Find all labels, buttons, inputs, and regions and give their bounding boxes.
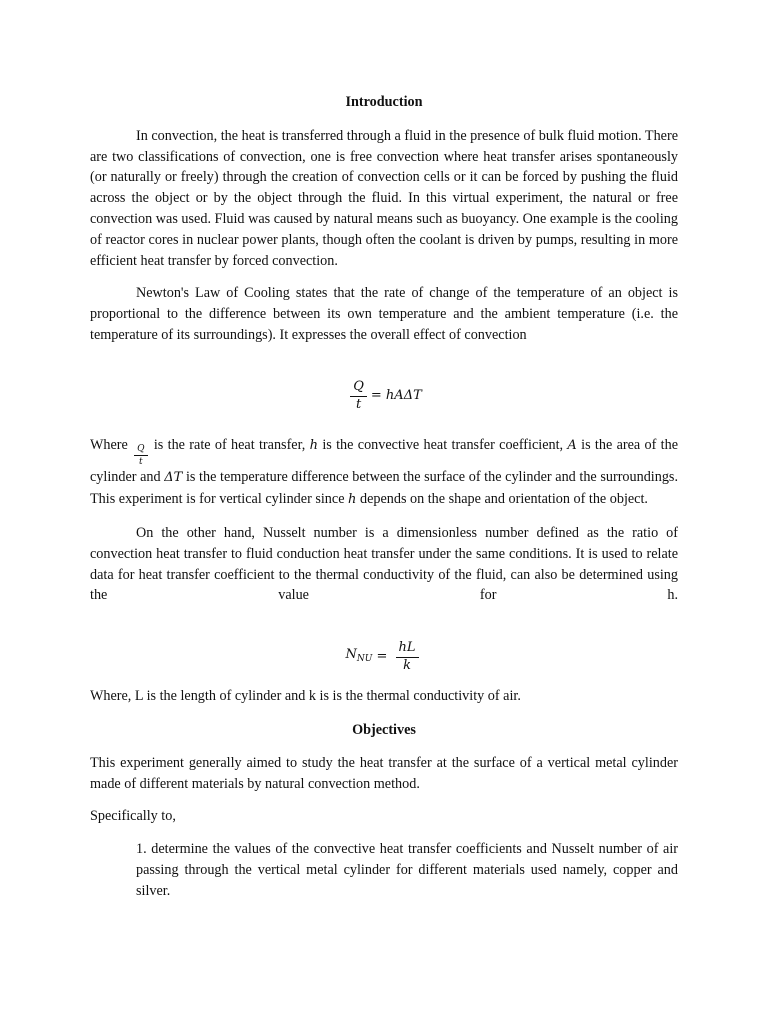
- document-page: [90, 92, 678, 914]
- nusselt-lhs-subscript: NU: [356, 653, 373, 664]
- inline-fraction-numerator: Q: [134, 444, 147, 456]
- nusselt-equals: =: [372, 648, 392, 664]
- nusselt-lhs-base: N: [345, 646, 357, 662]
- equation-denominator: t: [355, 397, 362, 413]
- equation-fraction: [350, 380, 367, 413]
- objectives-heading: Objectives: [352, 722, 416, 739]
- objectives-paragraph-specific: Specifically to,: [90, 808, 176, 825]
- nusselt-fraction: [396, 641, 419, 674]
- where-text-2: is the convective heat transfer coefficient,: [318, 436, 568, 453]
- objectives-paragraph-general: This experiment generally aimed to study the heat transfer at the surface of a vertical metal cylinder made of different materials by natural convection method.: [90, 754, 678, 792]
- nusselt-lhs: [345, 645, 372, 670]
- nusselt-denominator: k: [403, 657, 411, 673]
- inline-fraction-denominator: t: [139, 457, 143, 468]
- inline-fraction: [134, 444, 147, 468]
- intro-paragraph-nusselt: On the other hand, Nusselt number is a dimensionless number defined as the ratio of convection heat transfer to fluid conduction heat transfer under the same conditions. It is used to relate data for heat transfer coefficient to the thermal conductivity of the fluid, can also be determined using the value for h.: [90, 525, 678, 604]
- symbol-h: h: [309, 437, 318, 453]
- where-text-4: is the temperature difference between the surface of the cylinder and the surroundings. This experiment is for vertical cylinder since: [90, 469, 679, 508]
- where-paragraph-length: Where, L is the length of cylinder and k is is the thermal conductivity of air.: [90, 688, 521, 705]
- newtons-law-equation: [90, 375, 678, 419]
- where-text-3: is the area of the cylinder and: [90, 436, 679, 486]
- intro-paragraph-convection: In convection, the heat is transferred through a fluid in the presence of bulk fluid motion. There are two classifications of convection, one is free convection where heat transfer arises spontaneously (or naturally or freely) through the creation of convection cells or it can be forced by pushing the fluid across the object or by the object through the fluid. In this virtual experiment, the natural or free convection was used. Fluid was caused by natural means such as buoyancy. One example is the cooling of reactor cores in nuclear power plants, though often the coolant is driven by pumps, resulting in more efficient heat transfer by forced convection.: [90, 127, 678, 269]
- where-text-1: is the rate of heat transfer,: [149, 436, 310, 453]
- symbol-a: A: [567, 437, 577, 453]
- where-lead: Where: [90, 436, 128, 453]
- intro-paragraph-newtons-law: Newton's Law of Cooling states that the rate of change of the temperature of an object is proportional to the difference between its own temperature and the ambient temperature (i.e. the temperature of its surroundings). It expresses the overall effect of convection: [90, 285, 678, 343]
- nusselt-numerator: hL: [396, 641, 419, 658]
- equation-rhs: = hAΔT: [370, 388, 422, 404]
- introduction-heading: Introduction: [345, 94, 423, 110]
- where-paragraph-variables: [90, 435, 678, 511]
- objective-list-item: 1. determine the values of the convective heat transfer coefficients and Nusselt number of air passing through the vertical metal cylinder for different materials used namely, copper and silver.: [136, 841, 678, 899]
- nusselt-equation: [90, 632, 678, 682]
- symbol-delta-t: ΔT: [164, 470, 183, 486]
- symbol-h-second: h: [348, 492, 357, 508]
- equation-numerator: Q: [350, 380, 367, 397]
- where-text-5: depends on the shape and orientation of the object.: [356, 491, 648, 508]
